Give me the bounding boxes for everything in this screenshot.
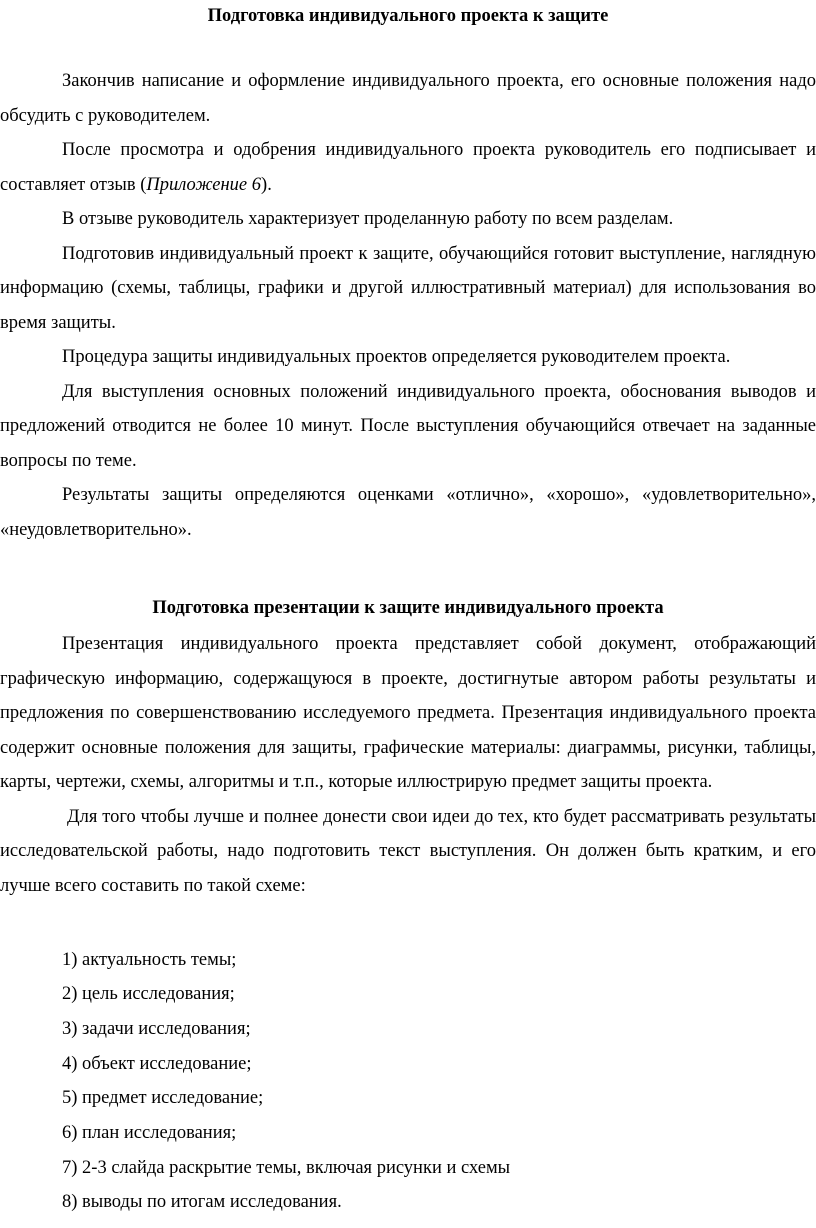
paragraph: В отзыве руководитель характеризует проделанную работу по всем разделам. (62, 209, 674, 229)
paragraph: Для выступления основных положений индивидуального проекта, обоснования выводов и предложений отводится не более 10 минут. После выступления обучающийся отвечает на заданные вопросы по теме. (0, 381, 816, 471)
paragraph: Результаты защиты определяются оценками «отлично», «хорошо», «удовлетворительно», «неудовлетворительно». (0, 485, 816, 540)
list-item: 1) актуальность темы; (62, 950, 237, 970)
section-title-project-defense: Подготовка индивидуального проекта к защите (207, 6, 609, 26)
list-item: 4) объект исследование; (62, 1054, 252, 1074)
section-body-project-defense (0, 64, 816, 547)
list-item: 5) предмет исследование; (62, 1088, 264, 1108)
paragraph: Презентация индивидуального проекта представляет собой документ, отображающий графическую информацию, содержащуюся в проекте, достигнутые автором работы результаты и предложения по совершенствованию исследуемого предмета. Презентация индивидуального проекта содержит основные положения для защиты, графические материалы: диаграммы, рисунки, таблицы, карты, чертежи, схемы, алгоритмы и т.п., которые иллюстрирую предмет защиты проекта. (0, 634, 816, 792)
appendix-reference: Приложение 6 (146, 174, 262, 195)
section-title-presentation: Подготовка презентации к защите индивидуального проекта (152, 598, 664, 618)
paragraph: Для того чтобы лучше и полнее донести свои идеи до тех, кто будет рассматривать результаты исследовательской работы, надо подготовить текст выступления. Он должен быть кратким, и его лучше всего составить по такой схеме: (0, 806, 816, 896)
list-item: 7) 2-3 слайда раскрытие темы, включая рисунки и схемы (62, 1158, 511, 1178)
paragraph: Процедура защиты индивидуальных проектов определяется руководителем проекта. (62, 347, 731, 367)
paragraph-text: После просмотра и одобрения индивидуального проекта руководитель его подписывает и составляет отзыв ( (0, 140, 816, 195)
paragraph: Закончив написание и оформление индивидуального проекта, его основные положения надо обсудить с руководителем. (0, 71, 816, 126)
list-item: 6) план исследования; (62, 1123, 237, 1143)
paragraph-text: ). (261, 174, 272, 195)
paragraph (0, 133, 816, 202)
section-body-presentation (0, 627, 816, 903)
list-item: 3) задачи исследования; (62, 1019, 251, 1039)
paragraph: Подготовив индивидуальный проект к защите, обучающийся готовит выступление, наглядную информацию (схемы, таблицы, графики и другой иллюстративный материал) для использования во время защиты. (0, 243, 816, 333)
list-item: 8) выводы по итогам исследования. (62, 1192, 342, 1212)
list-item: 2) цель исследования; (62, 984, 235, 1004)
